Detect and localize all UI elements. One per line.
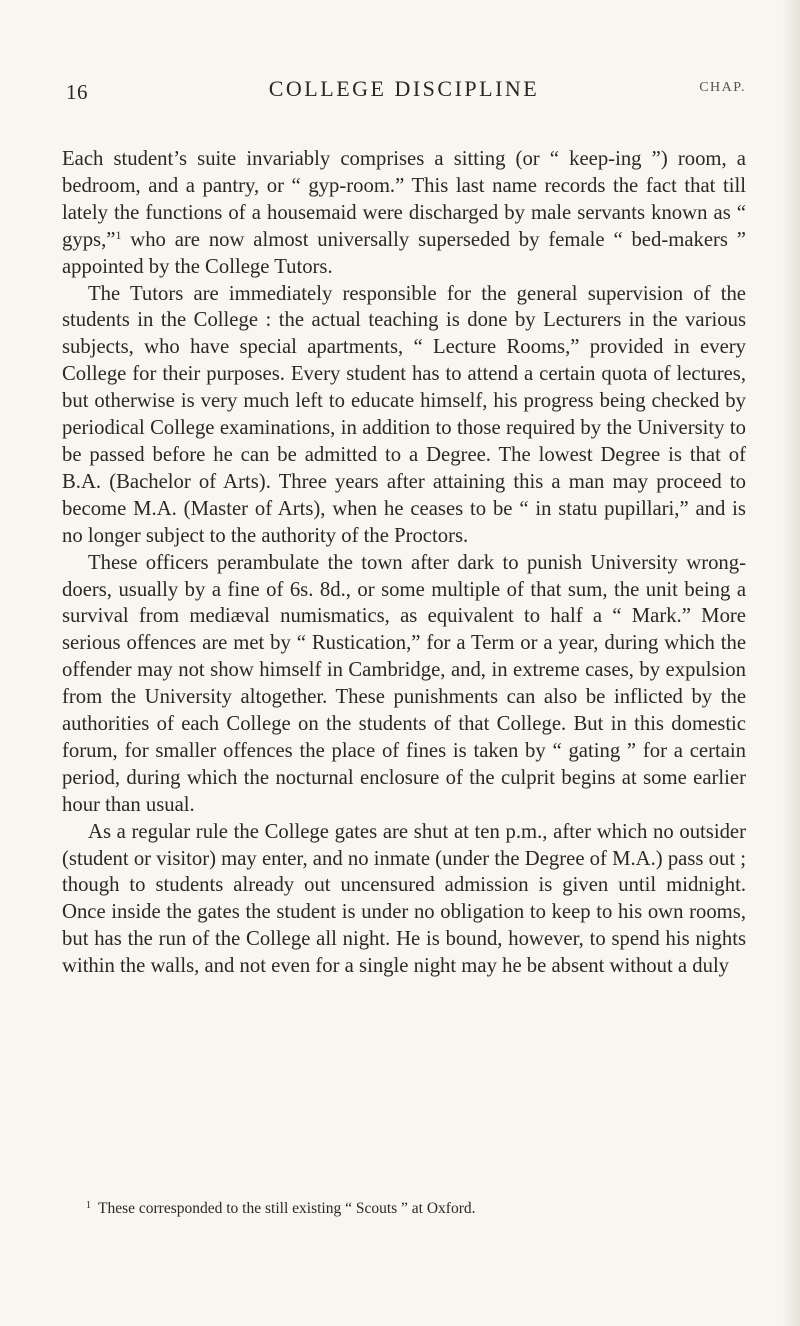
- running-title: COLLEGE DISCIPLINE: [268, 76, 540, 101]
- body-text: [62, 146, 746, 980]
- running-head: [58, 76, 750, 106]
- paragraph-4: As a regular rule the College gates are shut at ten p.m., after which no outsider (student or visitor) may enter, and no inmate (under the Degree of M.A.) pass out ; though to students already out uncensured admission is given until midnight. Once inside the gates the student is under no obligation to keep to his own rooms, but has the run of the College all night. He is bound, however, to spend his nights within the walls, and not even for a single night may he be absent without a duly: [62, 820, 746, 978]
- footnote-text: These corresponded to the still existing “ Scouts ” at Oxford.: [98, 1200, 476, 1217]
- paragraph-1-text: Each student’s suite invariably comprises a sitting (or “ keep-ing ”) room, a bedroom, and a pantry, or “ gyp-room.” This last name records the fact that till lately the functions of a housemaid were discharged by male servants known as “ gyps,”: [62, 148, 746, 251]
- page-edge-shadow: [782, 0, 800, 1326]
- page-number: 16: [66, 80, 88, 104]
- paragraph-2: The Tutors are immediately responsible for the general supervision of the students in the College : the actual teaching is done by Lecturers in the various subjects, who have special apartments, “ Lecture Rooms,” provided in every College for their purposes. Every student has to attend a certain quota of lectures, but otherwise is very much left to educate himself, his progress being checked by periodical College examinations, in addition to those required by the University to be passed before he can be admitted to a Degree. The lowest Degree is that of B.A. (Bachelor of Arts). Three years after attaining this a man may proceed to become M.A. (Master of Arts), when he ceases to be “ in statu pupillari,” and is no longer subject to the authority of the Proctors.: [62, 282, 746, 547]
- footnote-number: 1: [86, 1200, 91, 1211]
- paragraph-3: These officers perambulate the town after dark to punish University wrong-doers, usually by a fine of 6s. 8d., or some multiple of that sum, the unit being a survival from mediæval numismatics, as equivalent to half a “ Mark.” More serious offences are met by “ Rustication,” for a Term or a year, during which the offender may not show himself in Cambridge, and, in extreme cases, by expulsion from the University altogether. These punishments can also be inflicted by the authorities of each College on the students of that College. But in this domestic forum, for smaller offences the place of fines is taken by “ gating ” for a certain period, during which the nocturnal enclosure of the culprit begins at some earlier hour than usual.: [62, 551, 746, 816]
- footnote-reference[interactable]: 1: [115, 227, 122, 242]
- paragraph-1: [62, 146, 746, 281]
- paragraph-1-continuation: who are now almost universally superseded by female “ bed-makers ” appointed by the College Tutors.: [62, 228, 746, 278]
- chapter-abbreviation: CHAP.: [699, 80, 746, 95]
- footnote: [86, 1196, 746, 1219]
